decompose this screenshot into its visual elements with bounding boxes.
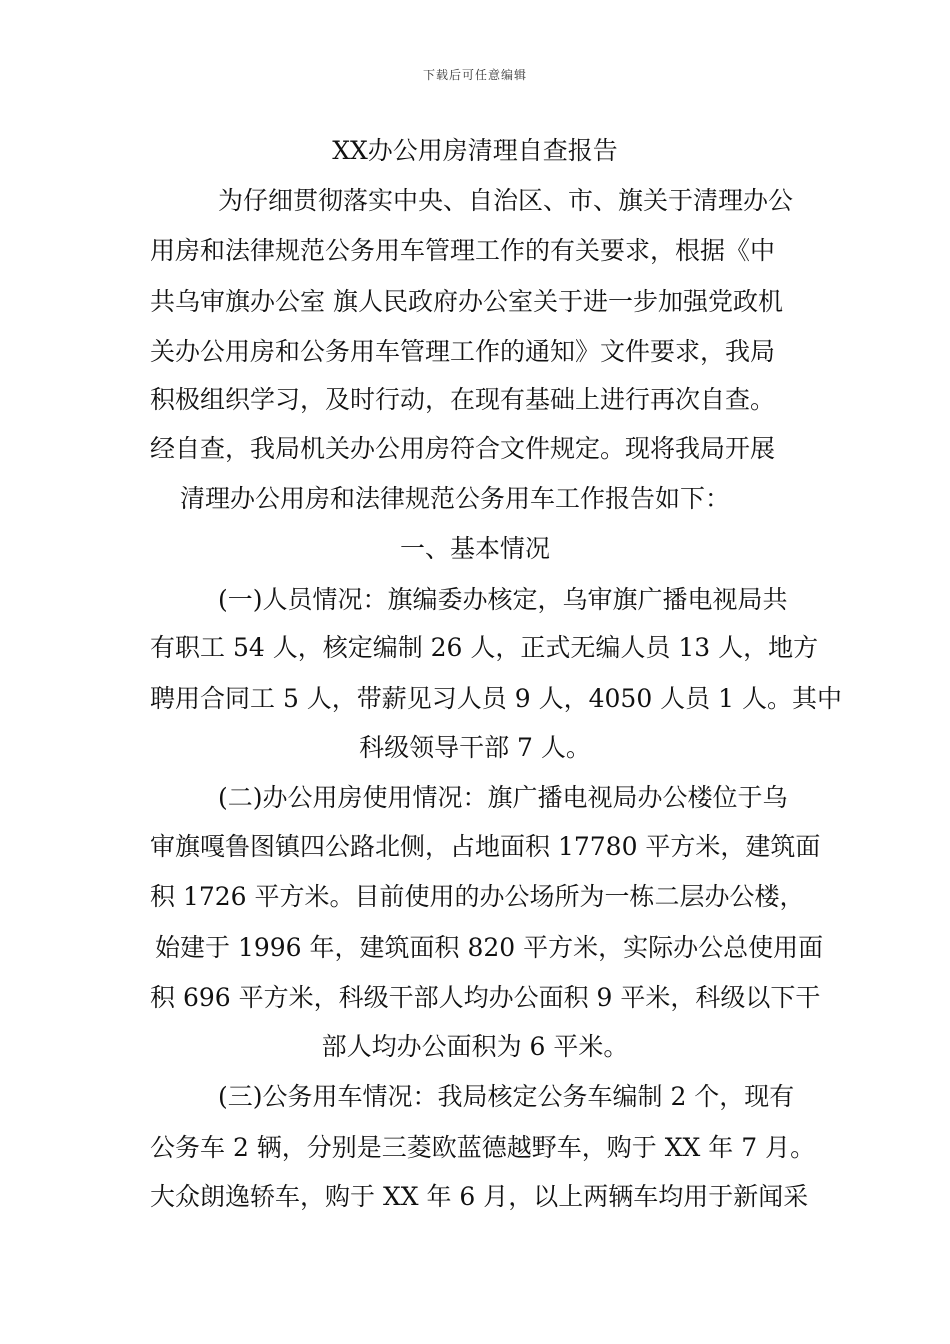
intro-line-3: 共乌审旗办公室 旗人民政府办公室关于进一步加强党政机 <box>150 287 783 316</box>
intro-line-2: 用房和法律规范公务用车管理工作的有关要求，根据《中 <box>150 236 776 265</box>
personnel-line-2: 有职工 54 人，核定编制 26 人，正式无编人员 13 人，地方 <box>150 633 819 662</box>
intro-line-6: 经自查，我局机关办公用房符合文件规定。现将我局开展 <box>150 434 776 463</box>
personnel-line-1: (一)人员情况：旗编委办核定，乌审旗广播电视局共 <box>218 585 788 614</box>
office-line-5: 积 696 平方米，科级干部人均办公面积 9 平米，科级以下干 <box>150 983 821 1012</box>
vehicle-line-3: 大众朗逸轿车，购于 XX 年 6 月，以上两辆车均用于新闻采 <box>150 1182 809 1211</box>
header-note: 下载后可任意编辑 <box>422 68 527 82</box>
document-title: XX办公用房清理自查报告 <box>332 136 618 165</box>
intro-line-1: 为仔细贯彻落实中央、自治区、市、旗关于清理办公 <box>218 186 794 215</box>
office-line-2: 审旗嘎鲁图镇四公路北侧，占地面积 17780 平方米，建筑面 <box>150 832 821 861</box>
office-line-1: (二)办公用房使用情况：旗广播电视局办公楼位于乌 <box>218 783 788 812</box>
office-line-4: 始建于 1996 年，建筑面积 820 平方米，实际办公总使用面 <box>155 933 824 962</box>
office-line-3: 积 1726 平方米。目前使用的办公场所为一栋二层办公楼， <box>150 882 805 911</box>
personnel-line-3: 聘用合同工 5 人，带薪见习人员 9 人，4050 人员 1 人。其中 <box>150 684 842 713</box>
section-heading: 一、基本情况 <box>399 534 550 563</box>
personnel-line-4: 科级领导干部 7 人。 <box>359 733 591 762</box>
intro-line-7: 清理办公用房和法律规范公务用车工作报告如下： <box>180 484 731 513</box>
intro-line-5: 积极组织学习，及时行动，在现有基础上进行再次自查。 <box>150 385 776 414</box>
vehicle-line-1: (三)公务用车情况：我局核定公务车编制 2 个，现有 <box>218 1082 795 1111</box>
office-line-6: 部人均办公面积为 6 平米。 <box>321 1032 629 1061</box>
vehicle-line-2: 公务车 2 辆，分别是三菱欧蓝德越野车，购于 XX 年 7 月。 <box>150 1133 816 1162</box>
intro-line-4: 关办公用房和公务用车管理工作的通知》文件要求，我局 <box>150 337 776 366</box>
